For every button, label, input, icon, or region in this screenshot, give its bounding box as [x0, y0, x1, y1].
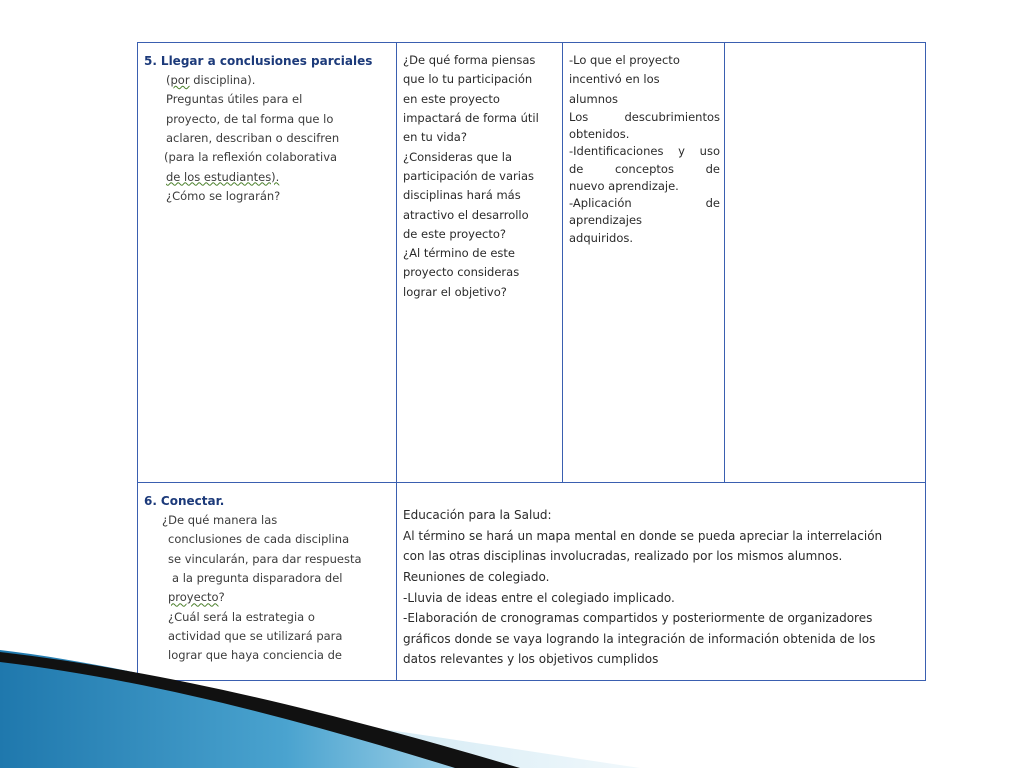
- outcome-line: -Identificaciones y uso: [569, 144, 720, 159]
- outcome-line: -Lo que el proyecto: [569, 53, 680, 67]
- section-6-line: ¿De qué manera las: [162, 513, 278, 528]
- section-6-line: lograr que haya conciencia de: [168, 648, 342, 663]
- activity-line: gráficos donde se vaya logrando la integración de información obtenida de los: [403, 631, 876, 646]
- question-line: en tu vida?: [403, 130, 467, 145]
- question-line: ¿De qué forma piensas: [403, 53, 536, 67]
- section-5-question: ¿Cómo se lograrán?: [166, 189, 281, 204]
- outcome-line: Los descubrimientos: [569, 109, 720, 124]
- section-6-line: se vincularán, para dar respuesta: [168, 551, 362, 566]
- section-5-line: proyecto, de tal forma que lo: [166, 111, 334, 126]
- question-line: lograr el objetivo?: [403, 284, 507, 299]
- section-6-line: proyecto?: [168, 590, 225, 605]
- activity-line: -Elaboración de cronogramas compartidos y posteriormente de organizadores: [403, 611, 873, 626]
- activity-line: -Lluvia de ideas entre el colegiado implicado.: [403, 590, 675, 605]
- section-5-line: Preguntas útiles para el: [166, 92, 303, 107]
- section-6-line: a la pregunta disparadora del: [172, 571, 343, 586]
- question-line: ¿Al término de este: [403, 246, 515, 261]
- question-line: proyecto consideras: [403, 265, 520, 280]
- outcome-line: nuevo aprendizaje.: [569, 178, 679, 193]
- outcome-line: aprendizajes: [569, 213, 643, 228]
- outcome-line: obtenidos.: [569, 127, 630, 142]
- activity-line: datos relevantes y los objetivos cumplidos: [403, 652, 659, 667]
- activity-line: con las otras disciplinas involucradas, realizado por los mismos alumnos.: [403, 549, 843, 564]
- section-6-line: conclusiones de cada disciplina: [168, 532, 350, 547]
- outcome-line: adquiridos.: [569, 230, 634, 245]
- question-line: atractivo el desarrollo: [403, 207, 529, 222]
- outcome-line: de conceptos de: [569, 161, 720, 176]
- question-line: de este proyecto?: [403, 226, 507, 241]
- section-5-paren: (por disciplina).: [166, 73, 256, 88]
- outcome-line: -Aplicación de: [569, 196, 720, 211]
- question-line: ¿Consideras que la: [403, 149, 513, 164]
- section-6-line: actividad que se utilizará para: [168, 629, 343, 644]
- question-line: participación de varias: [403, 168, 534, 183]
- section-5-heading: 5. Llegar a conclusiones parciales: [144, 54, 373, 68]
- activity-line: Al término se hará un mapa mental en donde se pueda apreciar la interrelación: [403, 528, 883, 543]
- section-5-line: aclaren, describan o descifren: [166, 131, 340, 146]
- question-line: impactará de forma útil: [403, 110, 539, 125]
- section-5-line: (para la reflexión colaborativa: [164, 150, 338, 165]
- section-6-line: ¿Cuál será la estrategia o: [168, 609, 315, 624]
- activity-line: Educación para la Salud:: [403, 508, 552, 522]
- section-6-heading: 6. Conectar.: [144, 494, 225, 508]
- question-line: en este proyecto: [403, 91, 500, 106]
- outcome-line: incentivó en los: [569, 72, 660, 87]
- question-line: que lo tu participación: [403, 72, 533, 87]
- section-5-line: de los estudiantes).: [166, 169, 280, 184]
- outcome-line: alumnos: [569, 91, 619, 106]
- question-line: disciplinas hará más: [403, 188, 521, 203]
- activity-line: Reuniones de colegiado.: [403, 569, 550, 584]
